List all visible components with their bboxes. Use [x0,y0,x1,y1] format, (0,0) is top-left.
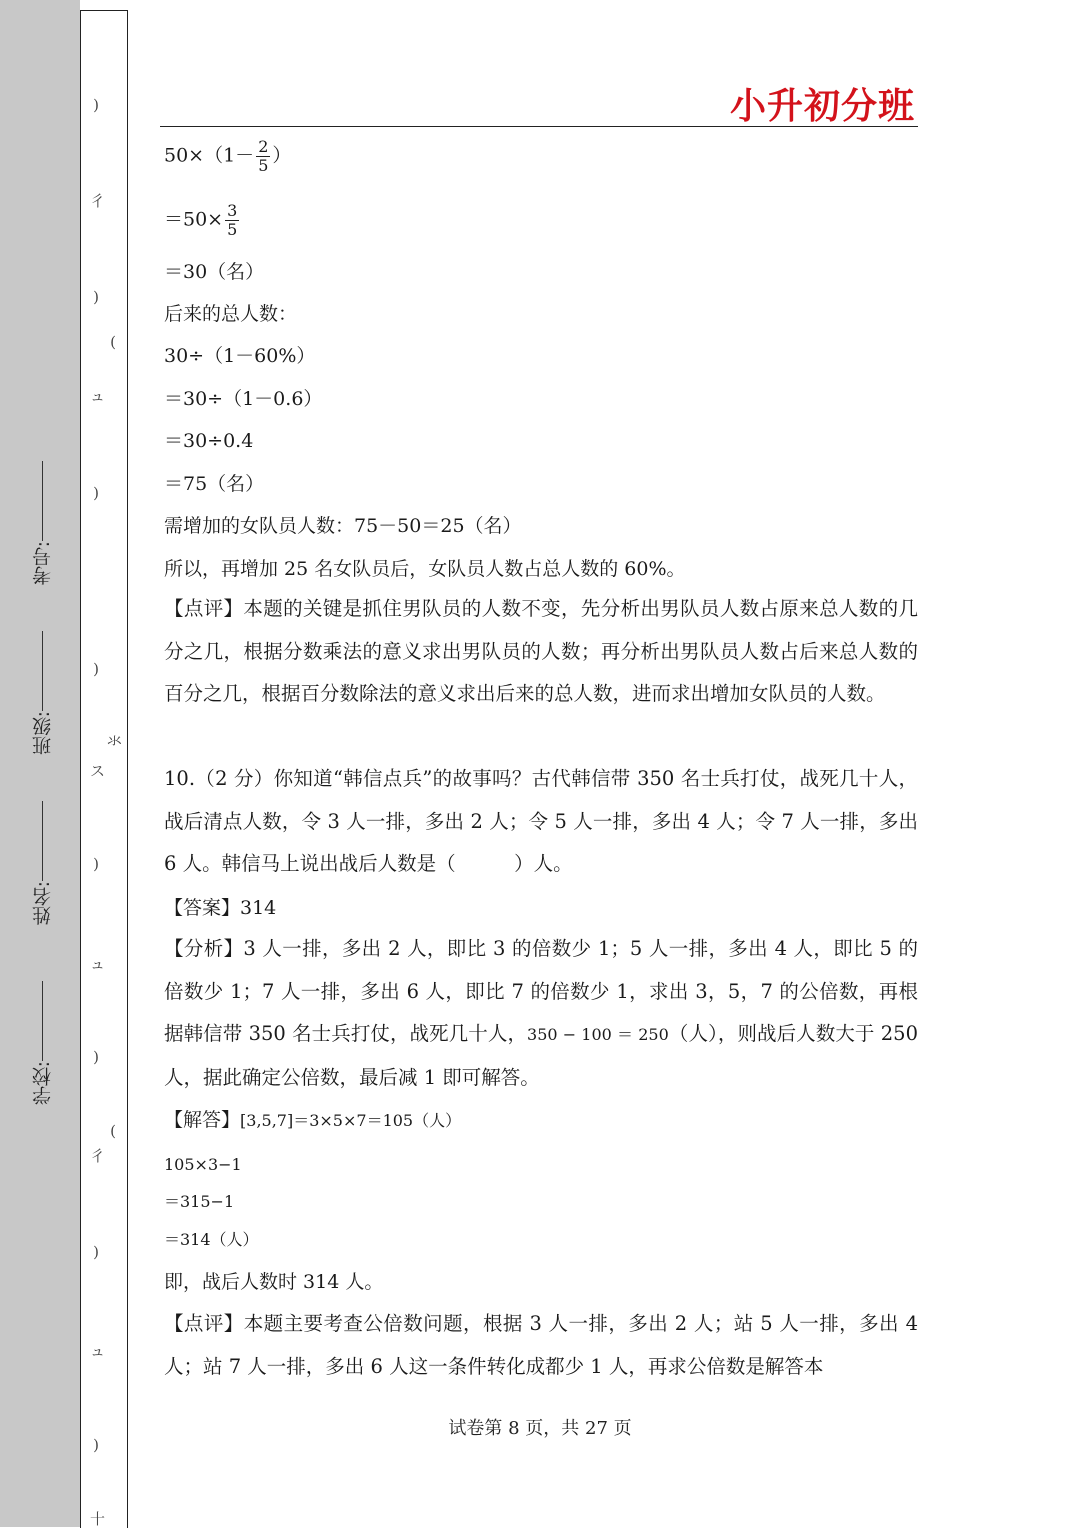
solution-line-5: 30÷（1－60%） [164,345,316,367]
fraction-denominator: 5 [227,220,238,239]
school-label: 学校: [31,1061,54,1106]
analysis-q10 [164,928,918,1099]
fraction-numerator: 2 [258,137,269,156]
binding-mark: ( [110,1122,116,1140]
binding-mark: 彳 [90,192,106,210]
fraction [225,202,239,239]
solve-label: 【解答】 [164,1109,241,1131]
expr-text: ） [272,144,292,167]
binding-mark: ) [93,1436,99,1454]
calc-line-2: ＝315−1 [164,1192,235,1211]
lcm-formula: [3,5,7]＝3×5×7＝105（人） [240,1111,462,1130]
name-field [22,795,62,925]
binding-mark: 彳 [90,1147,106,1165]
header-divider [160,126,918,127]
fraction-denominator: 5 [258,156,269,175]
exam-number-field [22,455,62,585]
answer-q10: 【答案】314 [164,897,277,919]
binding-mark: ュ [90,1342,106,1360]
binding-mark: ) [93,484,99,502]
solution-line-8: ＝75（名） [164,473,265,495]
page-footer: 试卷第 8 页，共 27 页 [448,1418,632,1439]
calc-line-3: ＝314（人） [164,1230,259,1249]
binding-mark: ( [110,333,116,351]
binding-mark: ) [93,96,99,114]
solution-line-10: 所以，再增加 25 名女队员后，女队员人数占总人数的 60%。 [164,558,686,580]
name-label: 姓名: [31,881,54,926]
comment-q10: 【点评】本题主要考查公倍数问题，根据 3 人一排，多出 2 人；站 5 人一排，多出 4 人；站 7 人一排，多出 6 人这一条件转化成都少 1 人，再求公倍数是解答本 [164,1312,918,1378]
conclusion-q10: 即，战后人数时 314 人。 [164,1271,384,1293]
analysis-text: 【分析】3 人一排，多出 2 人，即比 3 的倍数少 1；5 人一排，多出 4 人，即比 5 的倍数少 1；7 人一排，多出 6 人，即比 7 的倍数少 1，求出 3，5，7 的公倍数，再根据韩信带 350 名士兵打仗，战死几十人， [164,937,918,1045]
analysis-formula: 350 − 100 ＝ 250 [527,1025,669,1044]
exam-number-underline [42,461,43,541]
analysis-text: （人），则战后人数大于 250 人，据此确定公倍数，最后减 1 即可解答。 [164,1022,918,1089]
question-10: 10.（2 分）你知道“韩信点兵”的故事吗？古代韩信带 350 名士兵打仗，战死几十人，战后清点人数，令 3 人一排，多出 2 人；令 5 人一排，多出 4 人；令 7 人一排，多出 6 人。韩信马上说出战后人数是（ ）人。 [164,767,918,875]
binding-mark: ュ [90,955,106,973]
class-label: 班级: [31,711,54,756]
expr-text: 50×（1－ [164,144,255,167]
brand-title: 小升初分班 [729,86,915,127]
exam-number-label: 考号: [31,541,54,586]
solution-line-3: ＝30（名） [164,261,265,283]
binding-mark: ) [93,1243,99,1261]
calc-line-1: 105×3−1 [164,1155,242,1174]
binding-mark: ス [90,762,106,780]
expr-text: ＝50× [164,208,224,231]
binding-mark: ュ [90,387,106,405]
student-info-fields [22,455,62,1105]
binding-mark: 氺 [107,732,123,750]
comment-q9: 【点评】本题的关键是抓住男队员的人数不变，先分析出男队员人数占原来总人数的几分之几，根据分数乘法的意义求出男队员的人数；再分析出男队员人数占后来总人数的百分之几，根据百分数除法的意义求出后来的总人数，进而求出增加女队员的人数。 [164,597,918,705]
binding-mark: ) [93,288,99,306]
binding-mark: ) [93,855,99,873]
binding-mark: 十 [90,1510,106,1528]
class-underline [42,631,43,711]
fraction [256,138,270,175]
solution-line-1 [164,138,291,175]
solution-line-6: ＝30÷（1－0.6） [164,388,323,410]
class-field [22,625,62,755]
solution-line-2 [164,202,241,239]
school-field [22,975,62,1105]
fraction-numerator: 3 [227,201,238,220]
binding-mark: ) [93,1048,99,1066]
name-underline [42,801,43,881]
solve-q10 [164,1108,461,1133]
binding-mark: ) [93,660,99,678]
school-underline [42,981,43,1061]
solution-line-4: 后来的总人数： [164,303,298,325]
solution-line-9: 需增加的女队员人数：75－50＝25（名） [164,515,522,537]
solution-line-7: ＝30÷0.4 [164,430,254,452]
